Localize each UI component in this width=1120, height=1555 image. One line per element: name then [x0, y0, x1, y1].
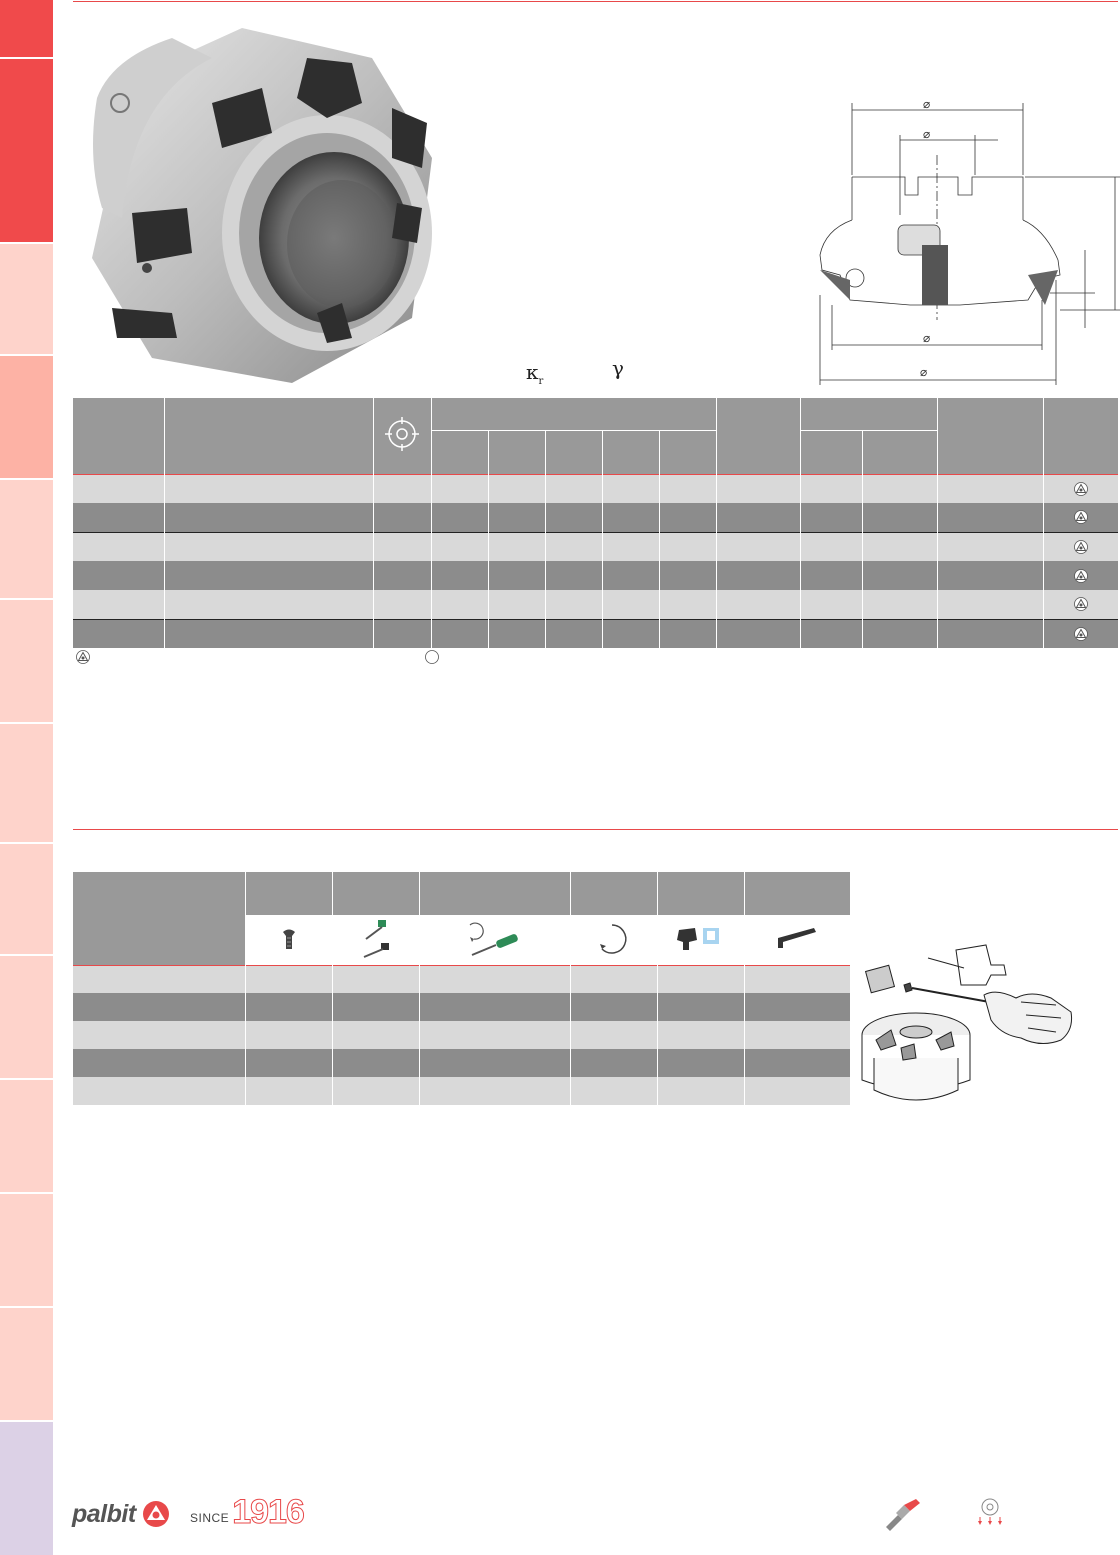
table-row[interactable] — [73, 1049, 850, 1077]
stock-logo-icon — [1074, 627, 1088, 641]
parts-th-allen — [744, 872, 850, 915]
sidebar-tab-2-active[interactable] — [0, 59, 53, 242]
sidebar-tab-10[interactable] — [0, 1080, 53, 1192]
table-row[interactable] — [73, 619, 1118, 648]
sidebar-tab-13[interactable] — [0, 1422, 53, 1555]
table-row[interactable] — [73, 1077, 850, 1105]
parts-th-driver — [419, 872, 570, 915]
since-badge — [190, 1495, 304, 1529]
kappa-r-symbol: $\kappa_r$ — [526, 360, 544, 387]
parts-th-key — [332, 872, 419, 915]
insert-screw-icon — [274, 924, 304, 954]
table-row[interactable] — [73, 532, 1118, 561]
parts-icon-cell — [332, 915, 419, 965]
screw-and-key-icon — [356, 917, 396, 961]
stock-logo-icon — [1074, 510, 1088, 524]
sidebar-tab-3[interactable] — [0, 244, 53, 354]
th-dim-2 — [488, 430, 545, 474]
parts-icon-cell — [245, 915, 332, 965]
parts-icon-cell — [419, 915, 570, 965]
th-12 — [937, 398, 1043, 474]
stock-logo-icon — [1074, 540, 1088, 554]
th-angle-1 — [800, 430, 862, 474]
table-row[interactable] — [73, 590, 1118, 619]
sidebar-tab-11[interactable] — [0, 1194, 53, 1306]
th-1 — [73, 398, 164, 474]
legend-stock — [76, 650, 90, 664]
top-rule — [73, 1, 1118, 2]
assembly-drawing — [856, 940, 1118, 1115]
stock-logo-icon — [1074, 597, 1088, 611]
target-icon — [383, 415, 421, 453]
allen-key-icon — [772, 924, 822, 954]
dia-symbol-4: ⌀ — [920, 365, 928, 379]
th-dim-3 — [545, 430, 602, 474]
parts-th-ring — [570, 872, 657, 915]
sidebar-tab-9[interactable] — [0, 956, 53, 1078]
stock-logo-icon — [1074, 482, 1088, 496]
sidebar-tab-12[interactable] — [0, 1308, 53, 1420]
table-row[interactable] — [73, 965, 850, 993]
spare-parts-table — [73, 872, 851, 1105]
since-year: 1916 — [232, 1493, 304, 1531]
cutter-table — [73, 398, 1119, 648]
sidebar-tab-4[interactable] — [0, 356, 53, 478]
legend-circle-icon — [425, 650, 439, 664]
dia-symbol-1: ⌀ — [923, 97, 931, 111]
section-sidebar — [0, 0, 53, 1555]
th-angles-group — [800, 398, 937, 430]
parts-icon-cell — [570, 915, 657, 965]
th-13 — [1043, 398, 1118, 474]
parts-th-1 — [73, 872, 245, 965]
clamp-icon — [673, 922, 729, 956]
retaining-ring-icon — [594, 919, 634, 959]
th-9 — [716, 398, 800, 474]
parts-icon-cell — [744, 915, 850, 965]
table-row[interactable] — [73, 503, 1118, 532]
sidebar-tab-5[interactable] — [0, 480, 53, 598]
th-2 — [164, 398, 373, 474]
stock-logo-icon — [1074, 569, 1088, 583]
sidebar-tab-6[interactable] — [0, 600, 53, 722]
sidebar-tab-8[interactable] — [0, 844, 53, 954]
th-dims-group — [431, 398, 716, 430]
table-row[interactable] — [73, 474, 1118, 503]
palbit-logo — [72, 1497, 170, 1531]
legend-ondemand — [425, 650, 439, 664]
tool-holder-icon — [970, 1497, 1010, 1531]
parts-th-clamp — [657, 872, 744, 915]
parts-th-screw — [245, 872, 332, 915]
th-angle-2 — [862, 430, 937, 474]
table-row[interactable] — [73, 561, 1118, 590]
legend-logo-icon — [76, 650, 90, 664]
th-dim-5 — [659, 430, 716, 474]
parts-icon-cell — [657, 915, 744, 965]
sidebar-tab-1[interactable] — [0, 0, 53, 57]
th-dim-1 — [431, 430, 488, 474]
screwdriver-icon — [460, 917, 530, 961]
milling-cutter-photo — [72, 18, 447, 393]
milling-tool-icon — [876, 1497, 926, 1531]
gamma-symbol: γ — [612, 356, 624, 380]
section-rule — [73, 829, 1118, 830]
sidebar-tab-7[interactable] — [0, 724, 53, 842]
th-3 — [373, 398, 431, 474]
table-row[interactable] — [73, 1021, 850, 1049]
palbit-triangle-logo-icon — [142, 1500, 170, 1528]
th-dim-4 — [602, 430, 659, 474]
dia-symbol-2: ⌀ — [923, 127, 931, 141]
dimension-drawing — [810, 95, 1120, 390]
dia-symbol-3: ⌀ — [923, 331, 931, 345]
table-row[interactable] — [73, 993, 850, 1021]
brand-name: palbit — [72, 1499, 136, 1528]
since-word: SINCE — [190, 1511, 230, 1525]
